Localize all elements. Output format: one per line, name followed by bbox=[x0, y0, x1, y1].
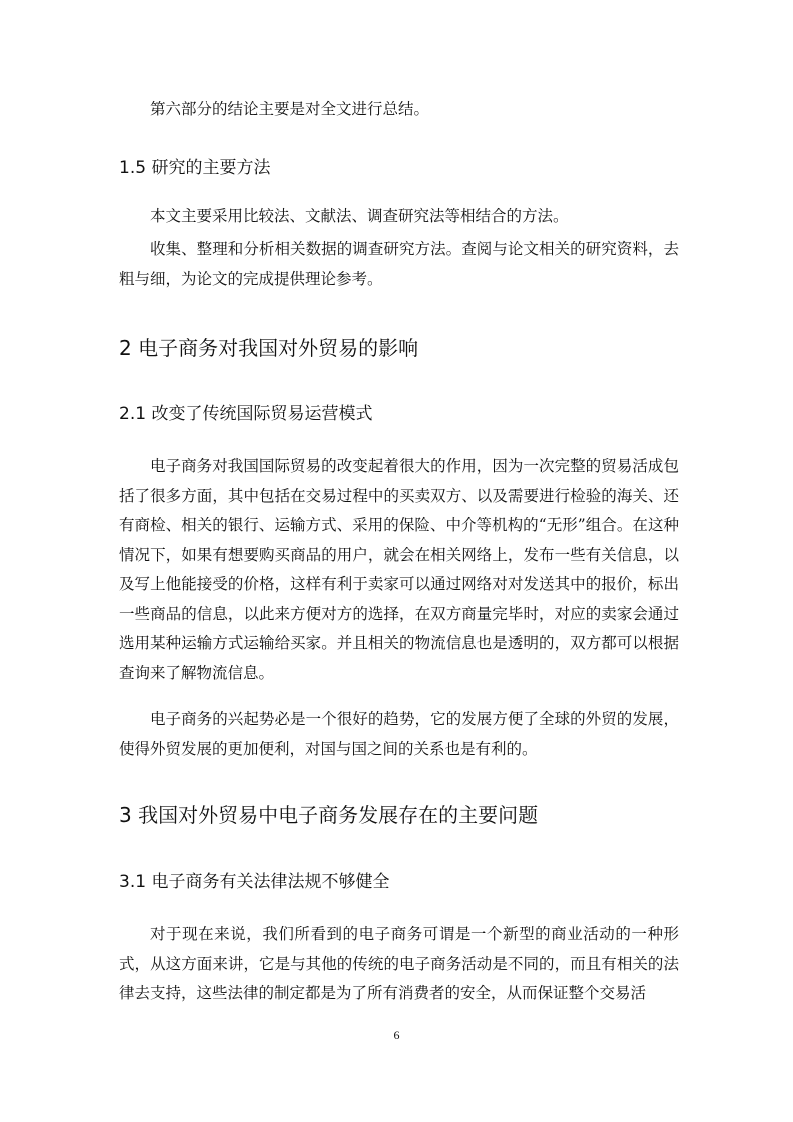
paragraph-2-1-a: 电子商务对我国国际贸易的改变起着很大的作用，因为一次完整的贸易活成包括了很多方面，其中包括在交易过程中的买卖双方、以及需要进行检验的海关、还有商检、相关的银行、运输方式、采用的保险、中介等机构的“无形”组合。在这种情况下，如果有想要购买商品的用户，就会在相关网络上，发布一些有关信息，以及写上他能接受的价格，这样有利于卖家可以通过网络对对发送其中的报价，标出一些商品的信息，以此来方便对方的选择，在双方商量完毕时，对应的卖家会通过选用某种运输方式运输给买家。并且相关的物流信息也是透明的，双方都可以根据查询来了解物流信息。 bbox=[119, 457, 679, 682]
paragraph-2-1-b: 电子商务的兴起势必是一个很好的趋势，它的发展方便了全球的外贸的发展，使得外贸发展的更加便利，对国与国之间的关系也是有利的。 bbox=[119, 710, 679, 758]
heading-2: 2 电子商务对我国对外贸易的影响 bbox=[119, 336, 419, 360]
paragraph-method-1: 本文主要采用比较法、文献法、调查研究法等相结合的方法。 bbox=[150, 207, 569, 225]
page-number: 6 bbox=[393, 1028, 400, 1042]
paragraph-method-2: 收集、整理和分析相关数据的调查研究方法。查阅与论文相关的研究资料，去粗与细，为论文的完成提供理论参考。 bbox=[119, 240, 679, 288]
heading-3: 3 我国对外贸易中电子商务发展存在的主要问题 bbox=[119, 803, 539, 827]
paragraph-3-1: 对于现在来说，我们所看到的电子商务可谓是一个新型的商业活动的一种形式，从这方面来讲，它是与其他的传统的电子商务活动是不同的，而且有相关的法律去支持，这些法律的制定都是为了所有消费者的安全，从而保证整个交易活 bbox=[119, 925, 679, 1002]
paragraph-conclusion: 第六部分的结论主要是对全文进行总结。 bbox=[150, 100, 430, 118]
heading-3-1: 3.1 电子商务有关法律法规不够健全 bbox=[119, 872, 390, 892]
heading-1-5: 1.5 研究的主要方法 bbox=[119, 158, 271, 178]
heading-2-1: 2.1 改变了传统国际贸易运营模式 bbox=[119, 404, 373, 424]
